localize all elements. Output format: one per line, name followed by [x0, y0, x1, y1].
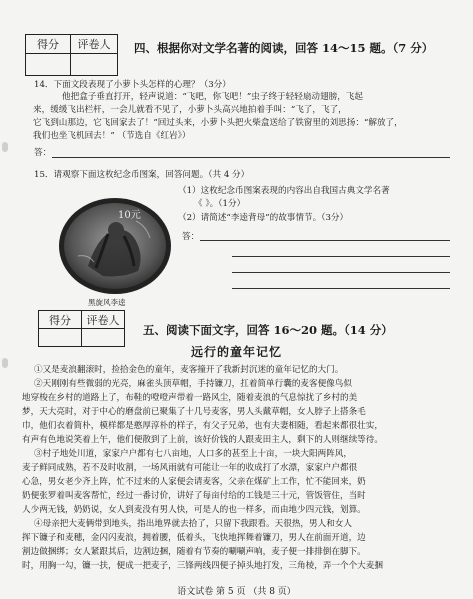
article-line: ②天刚刚有些微弱的光亮，麻雀头顶草帽，手持镰刀，扛着简单行囊的麦客便像鸟似: [34, 379, 352, 389]
q14-passage-line: 它飞到山那边，它飞回家去了！”回过头来，小萝卜头把火柴盒送给了铁窗里的刘思扬：“解放了，: [33, 118, 403, 128]
q14-passage-line: 他把盒子垂直打开，轻声说道：“飞吧，你飞吧！”虫子终于轻轻扇动翅膀，飞起: [62, 92, 363, 102]
article-line: 割边做捆绑；女人紧跟其后，边割边捆，随着有节奏的唰唰声响，麦子便一排排倒在脚下。: [22, 547, 366, 557]
article-line: ③村子地处川道，家家户户都有七八亩地，人口多的甚至上十亩，一块大阳两阵风，: [34, 449, 352, 459]
section4-title: 四、根据你对文学名著的阅读，回答 14～15 题。（7 分）: [134, 41, 434, 55]
page-footer: 语文试卷 第 5 页 （共 8 页）: [177, 587, 296, 597]
article-line: 挥下镰子和麦穗，金闪闪麦浪，拥着腰，低着头，飞快地挥舞着镰刀，男人在前面开道，边: [22, 533, 366, 543]
grader-label: 评卷人: [71, 35, 118, 54]
commemorative-coin-image: [58, 196, 173, 296]
q15-answer-line[interactable]: [232, 256, 450, 257]
section5-score-box: [38, 310, 125, 347]
q15-answer-line[interactable]: [232, 288, 450, 289]
section5-title: 五、阅读下面文字，回答 16～20 题。（14 分）: [143, 323, 393, 337]
article-line: ④母亲把大麦俩带到地头，指出地界就去拾了，只留下我跟看。天很热，男人和女人: [34, 519, 352, 529]
grader-label: 评卷人: [82, 311, 125, 329]
article-line: 心急，男女老少齐上阵，忙不过来的人家便会请麦客，父亲在煤矿上工作，忙不能回来，奶: [22, 477, 366, 487]
binding-hole: [2, 142, 8, 152]
q15-sub1: （1）这枚纪念币图案表现的内容出自我国古典文学名著: [178, 186, 390, 196]
q15-sub2: （2）请简述“李逵背母”的故事情节。（3分）: [178, 213, 349, 223]
coin-denomination: 10元: [118, 210, 141, 221]
q14-answer-label: 答：: [34, 148, 52, 158]
q15-answer-line[interactable]: [232, 272, 450, 273]
q15-sub1-blank: 《 》。（1分）: [194, 199, 246, 209]
q15-answer-line[interactable]: [200, 240, 450, 241]
q14-answer-line[interactable]: [52, 157, 450, 158]
article-line: 时，用胸一勾，镰一扶，便成一把麦子，三锋两线四便子掉头地打发，三角棱，弄一个个大麦捆: [22, 561, 383, 571]
q14-passage-line: 我们也坐飞机回去！” （节选自《红岩》）: [33, 131, 191, 141]
score-label: 得分: [39, 311, 82, 329]
article-line: 奶便张罗着叫麦客帮忙，经过一番讨价，讲好了每亩付给的工钱是三十元，管饭管住，当时: [22, 491, 366, 501]
article-line: 人少两无钱，奶奶说，女人到麦没有男人快，可是人的也一样多，而由地少四元钱，划算。: [22, 505, 366, 515]
article-line: 巾，他们衣着简朴，模样都是憨厚淳朴的样子，有父子兄弟，也有夫妻相随，看起来都很壮实，: [22, 421, 383, 431]
article-line: ①又是麦浪翻滚时，捡拾金色的童年，麦客撞开了我新封沉迷的童年记忆的大门。: [34, 365, 344, 375]
score-label: 得分: [26, 35, 71, 54]
grader-cell[interactable]: [71, 54, 118, 76]
coin-caption: 黑旋风李逵: [88, 298, 126, 307]
article-title: 远行的童年记忆: [190, 345, 282, 359]
score-cell[interactable]: [26, 54, 71, 76]
q15-answer-label: 答：: [182, 232, 200, 242]
article-line: 地穿梭在乡村的道路上了，布鞋的噔噔声带着一路风尘，随着麦浪的气息惊扰了乡村的美: [22, 393, 358, 403]
q14-prompt: 14．下面文段表现了小萝卜头怎样的心理？（3分）: [34, 80, 231, 90]
q14-passage-line: 来，缓缓飞出栏杆，一会儿就看不见了，小萝卜头高兴地拍着手叫：“飞了，飞了，: [33, 105, 347, 115]
q15-intro: 15．请观察下面这枚纪念币图案，回答问题。（共 4 分）: [34, 170, 250, 180]
article-line: 有声有色地说笑着上午，他们便散到了上前，该好价钱的人跟麦田主人，剩下的人则继续等待。: [22, 435, 383, 445]
article-line: 麦子鲜同成熟，若不及时收割，一场风雨就有可能让一年的收成打了水漂，家家户户都很: [22, 463, 358, 473]
article-line: 梦，天大亮时，对于中心的磨盘前已聚集了十几号麦客，男人头戴草帽，女人脖子上搭条毛: [22, 407, 366, 417]
section4-score-box: [25, 34, 118, 76]
